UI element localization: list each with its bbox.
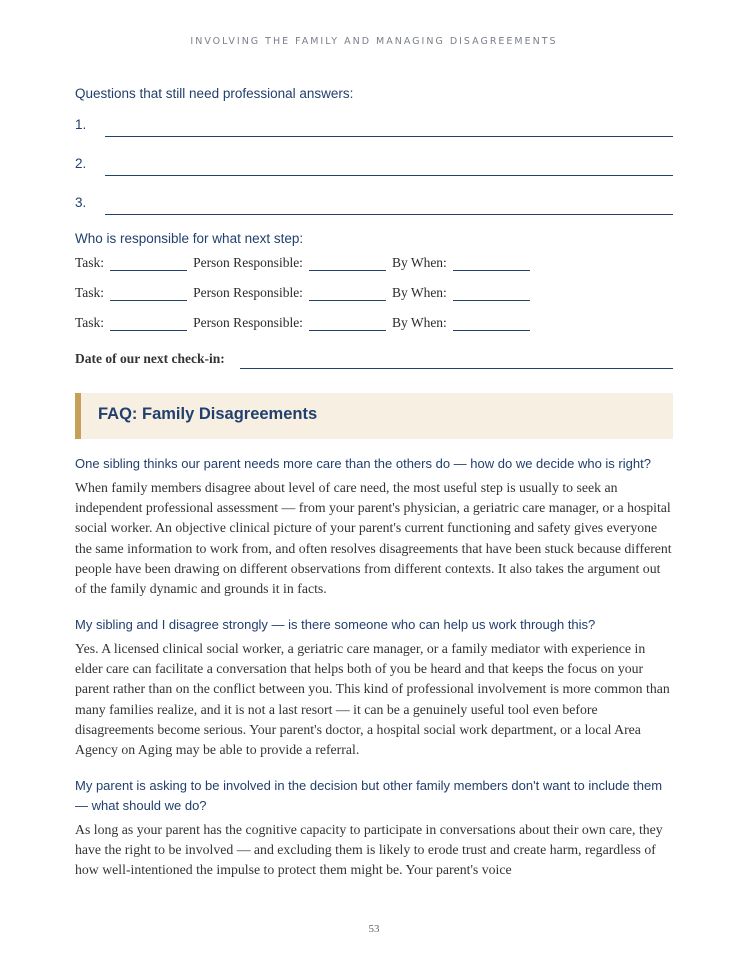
- when-label: By When:: [391, 255, 447, 270]
- when-blank[interactable]: [453, 286, 530, 301]
- question-number: 3.: [75, 195, 87, 210]
- when-blank[interactable]: [453, 316, 530, 331]
- page-number: 53: [368, 923, 380, 935]
- task-row: [75, 285, 536, 303]
- faq-answer: As long as your parent has the cognitive capacity to participate in conversations about their own care, they have the right to be involved — and excluding them is likely to erode trust and create harm, regardless of how well-intentioned the impulse to protect them might be. Your parent's voice: [75, 822, 663, 878]
- question-line-2[interactable]: [75, 156, 673, 176]
- question-line-1[interactable]: [75, 117, 673, 137]
- question-blank[interactable]: [105, 175, 673, 176]
- task-blank[interactable]: [110, 316, 187, 331]
- faq-question: My parent is asking to be involved in the decision but other family members don't want to include them — what should we do?: [75, 778, 663, 813]
- question-blank[interactable]: [105, 214, 673, 215]
- person-label: Person Responsible:: [193, 315, 303, 330]
- task-label: Task:: [75, 315, 105, 330]
- person-label: Person Responsible:: [193, 285, 303, 300]
- faq-question: One sibling thinks our parent needs more care than the others do — how do we decide who is right?: [75, 456, 651, 471]
- when-label: By When:: [391, 315, 447, 330]
- checkin-blank[interactable]: [240, 368, 673, 369]
- running-head: INVOLVING THE FAMILY AND MANAGING DISAGREEMENTS: [190, 36, 558, 47]
- question-number: 2.: [75, 156, 87, 171]
- faq-question: My sibling and I disagree strongly — is there someone who can help us work through this?: [75, 617, 596, 632]
- checkin-row: [75, 351, 673, 369]
- when-label: By When:: [391, 285, 447, 300]
- questions-heading: Questions that still need professional answers:: [75, 86, 354, 101]
- task-blank[interactable]: [110, 286, 187, 301]
- when-blank[interactable]: [453, 256, 530, 271]
- task-label: Task:: [75, 285, 105, 300]
- task-label: Task:: [75, 255, 105, 270]
- faq-title: FAQ: Family Disagreements: [98, 405, 318, 423]
- responsibility-heading: Who is responsible for what next step:: [75, 231, 304, 246]
- faq-answer: When family members disagree about level of care need, the most useful step is usually to seek an independent professional assessment — from your parent's physician, a geriatric care manager, or a hospital social worker. An objective clinical picture of your parent's current functioning and safety gives everyone the same information to work from, and often resolves disagreements that have been stuck because different people have been drawing on different observations from different contexts. It also takes the argument out of the family dynamic and grounds it in facts.: [75, 480, 672, 597]
- person-blank[interactable]: [309, 316, 386, 331]
- person-blank[interactable]: [309, 256, 386, 271]
- task-row: [75, 315, 536, 333]
- faq-header-box: [75, 393, 673, 439]
- task-row: [75, 255, 536, 273]
- person-label: Person Responsible:: [193, 255, 303, 270]
- person-blank[interactable]: [309, 286, 386, 301]
- task-blank[interactable]: [110, 256, 187, 271]
- checkin-label: Date of our next check-in:: [75, 351, 225, 366]
- question-line-3[interactable]: [75, 195, 673, 215]
- faq-answer: Yes. A licensed clinical social worker, a geriatric care manager, or a family mediator with experience in elder care can facilitate a conversation that helps both of you be heard and that keeps the focus on your parent rather than on the conflict between you. This kind of professional involvement is more common than many families realize, and it is not a last resort — it can be a genuinely useful tool even before disagreements become serious. Your parent's doctor, a hospital social work department, or a local Area Agency on Aging may be able to provide a referral.: [75, 641, 670, 758]
- question-blank[interactable]: [105, 136, 673, 137]
- question-number: 1.: [75, 117, 87, 132]
